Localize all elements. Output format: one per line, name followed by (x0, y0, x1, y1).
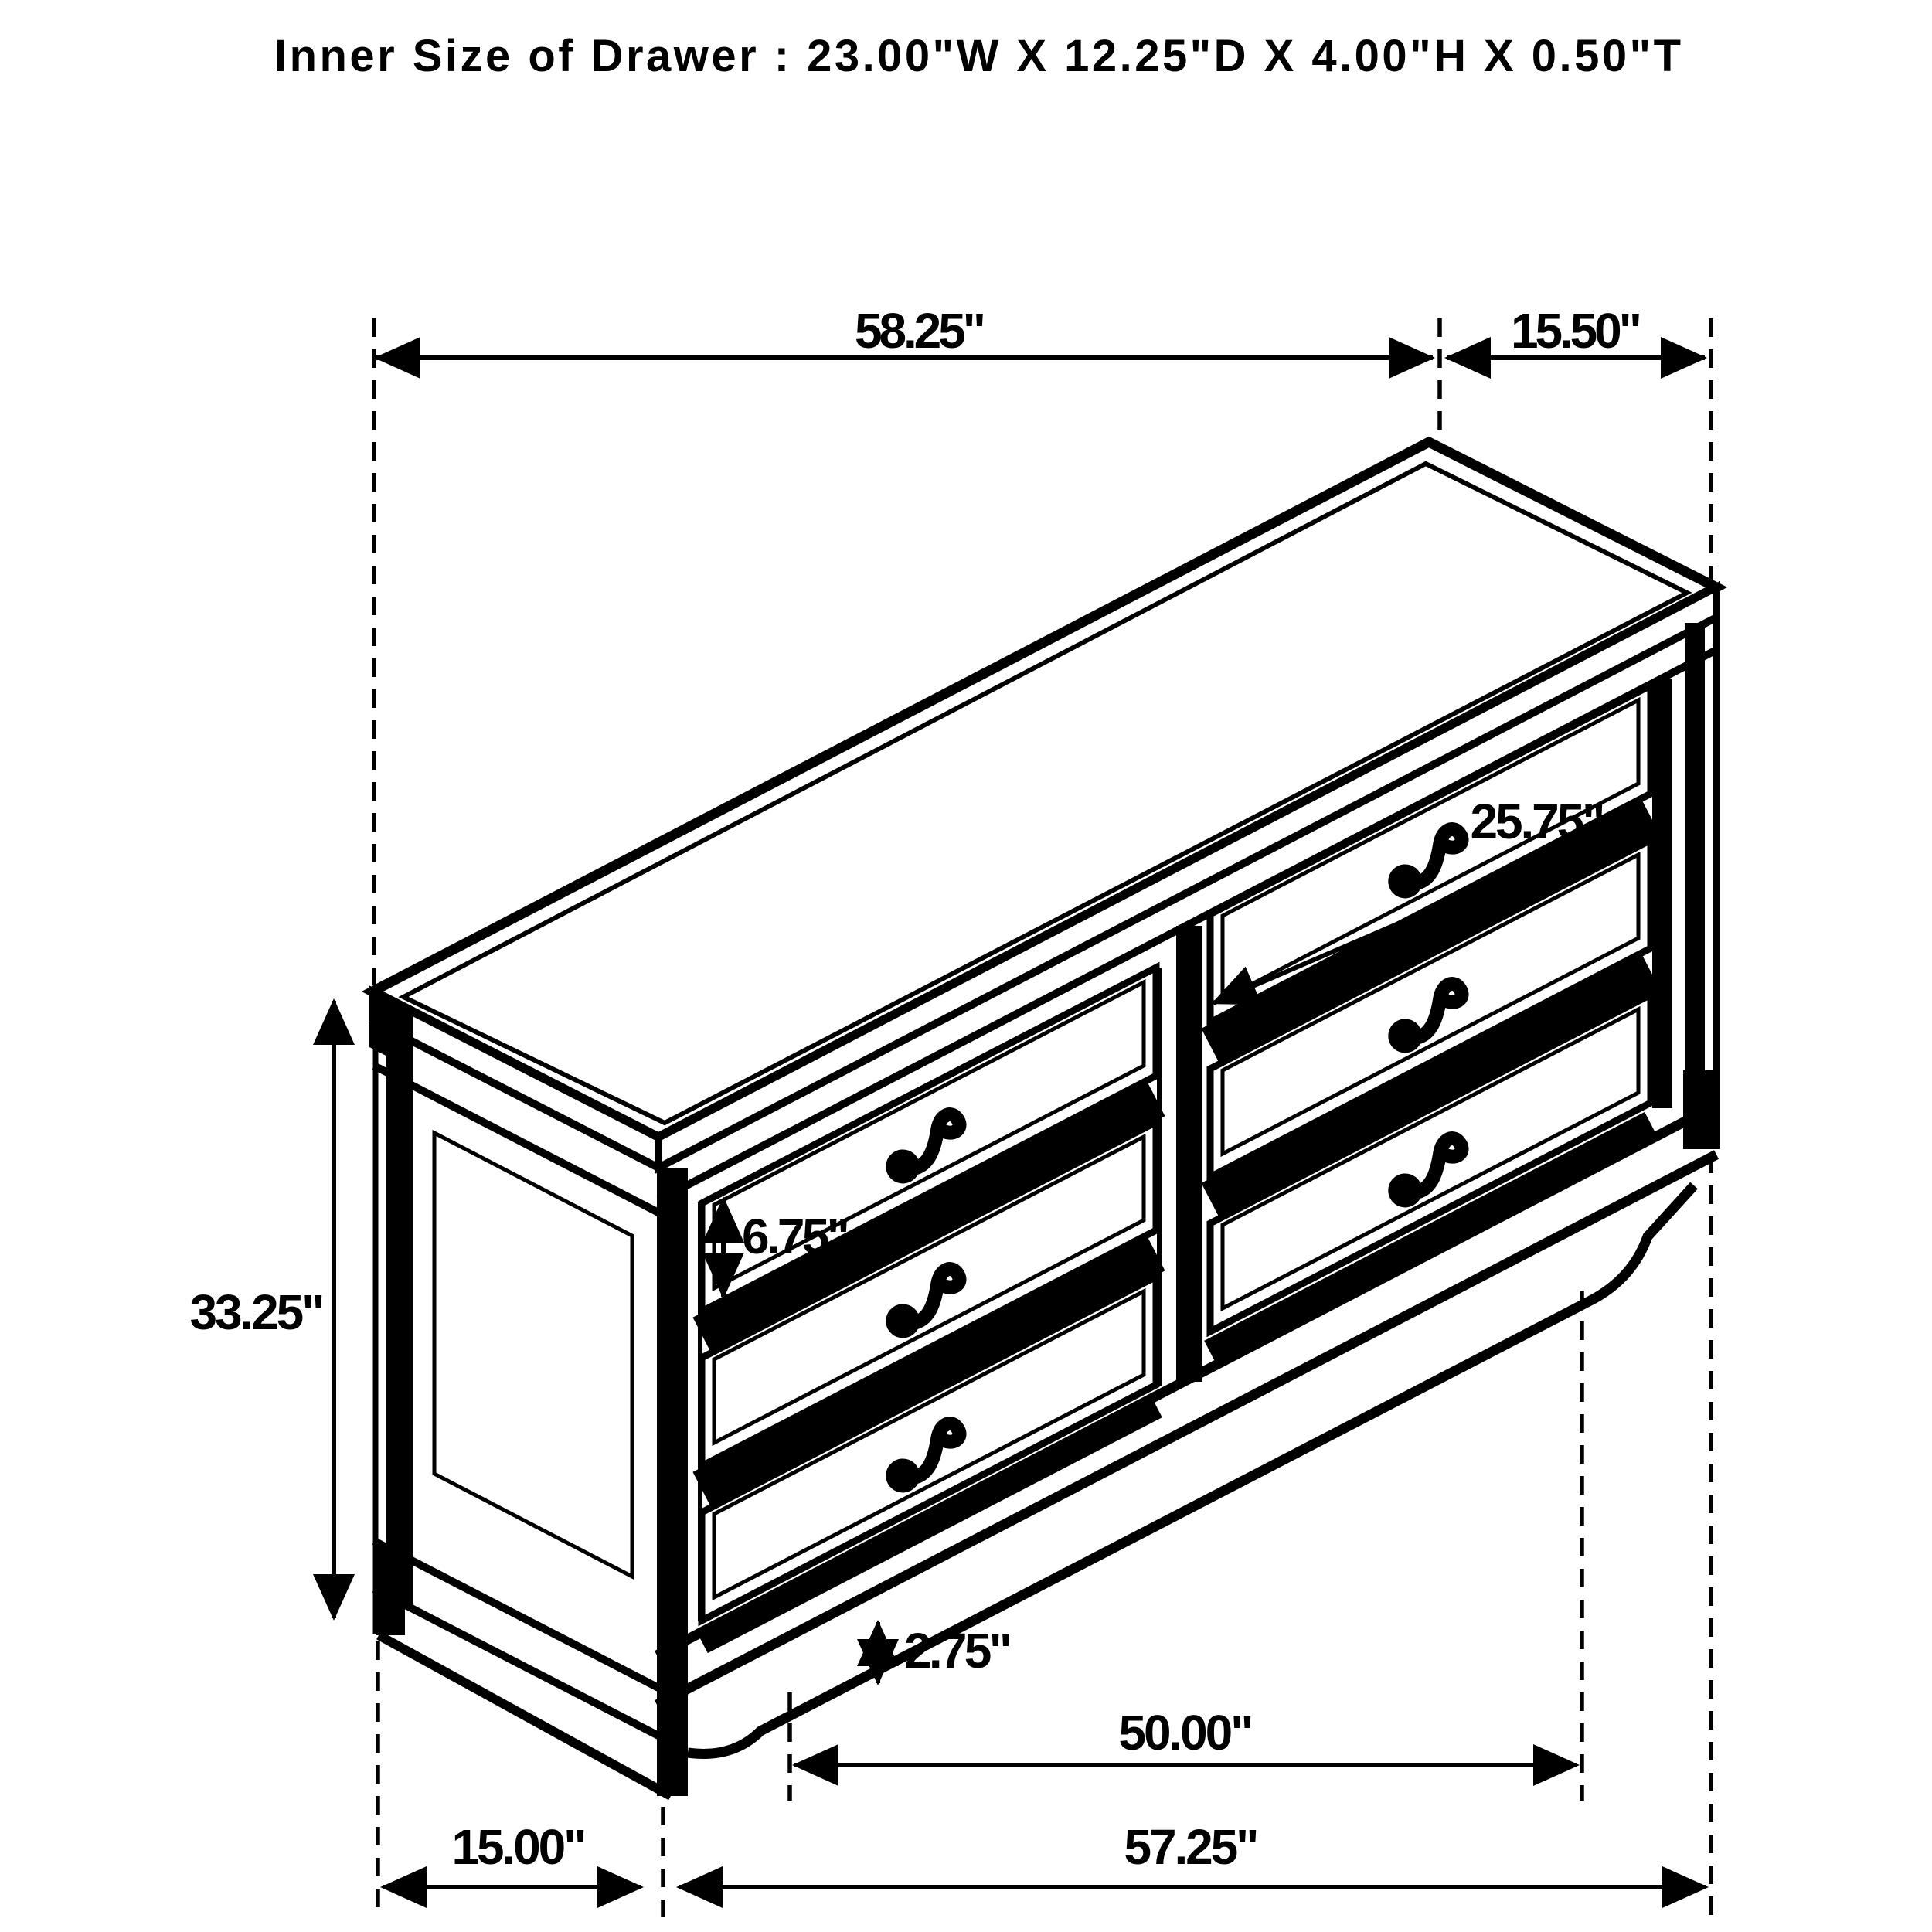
side-inset-panel (434, 1133, 632, 1577)
dim-overall-height-label: 33.25" (189, 1284, 325, 1340)
right-column-right-edge (1652, 679, 1672, 1108)
page-title: Inner Size of Drawer : 23.00"W X 12.25"D X 4.00"H X 0.50"T (274, 31, 1681, 81)
dim-side-width-label: 15.00" (451, 1819, 587, 1875)
dim-top-width-label: 58.25" (855, 303, 986, 359)
front-right-stile (1685, 623, 1705, 1071)
dim-drawer-height-label: 6.75" (742, 1209, 850, 1264)
side-left-stile (386, 1048, 413, 1609)
center-stile (1176, 926, 1202, 1382)
dim-bottom-inner-width-label: 50.00" (1118, 1705, 1254, 1760)
front-right-foot (1683, 1070, 1720, 1149)
side-rear-foot (376, 1544, 405, 1635)
dim-front-bottom-width-label: 57.25" (1124, 1819, 1260, 1875)
dim-top-depth-label: 15.50" (1511, 303, 1642, 359)
dim-drawer-diagonal-label: 25.75" (1470, 794, 1606, 849)
dim-base-height-label: 2.75" (904, 1623, 1012, 1679)
dresser-drawing (369, 442, 1720, 1796)
